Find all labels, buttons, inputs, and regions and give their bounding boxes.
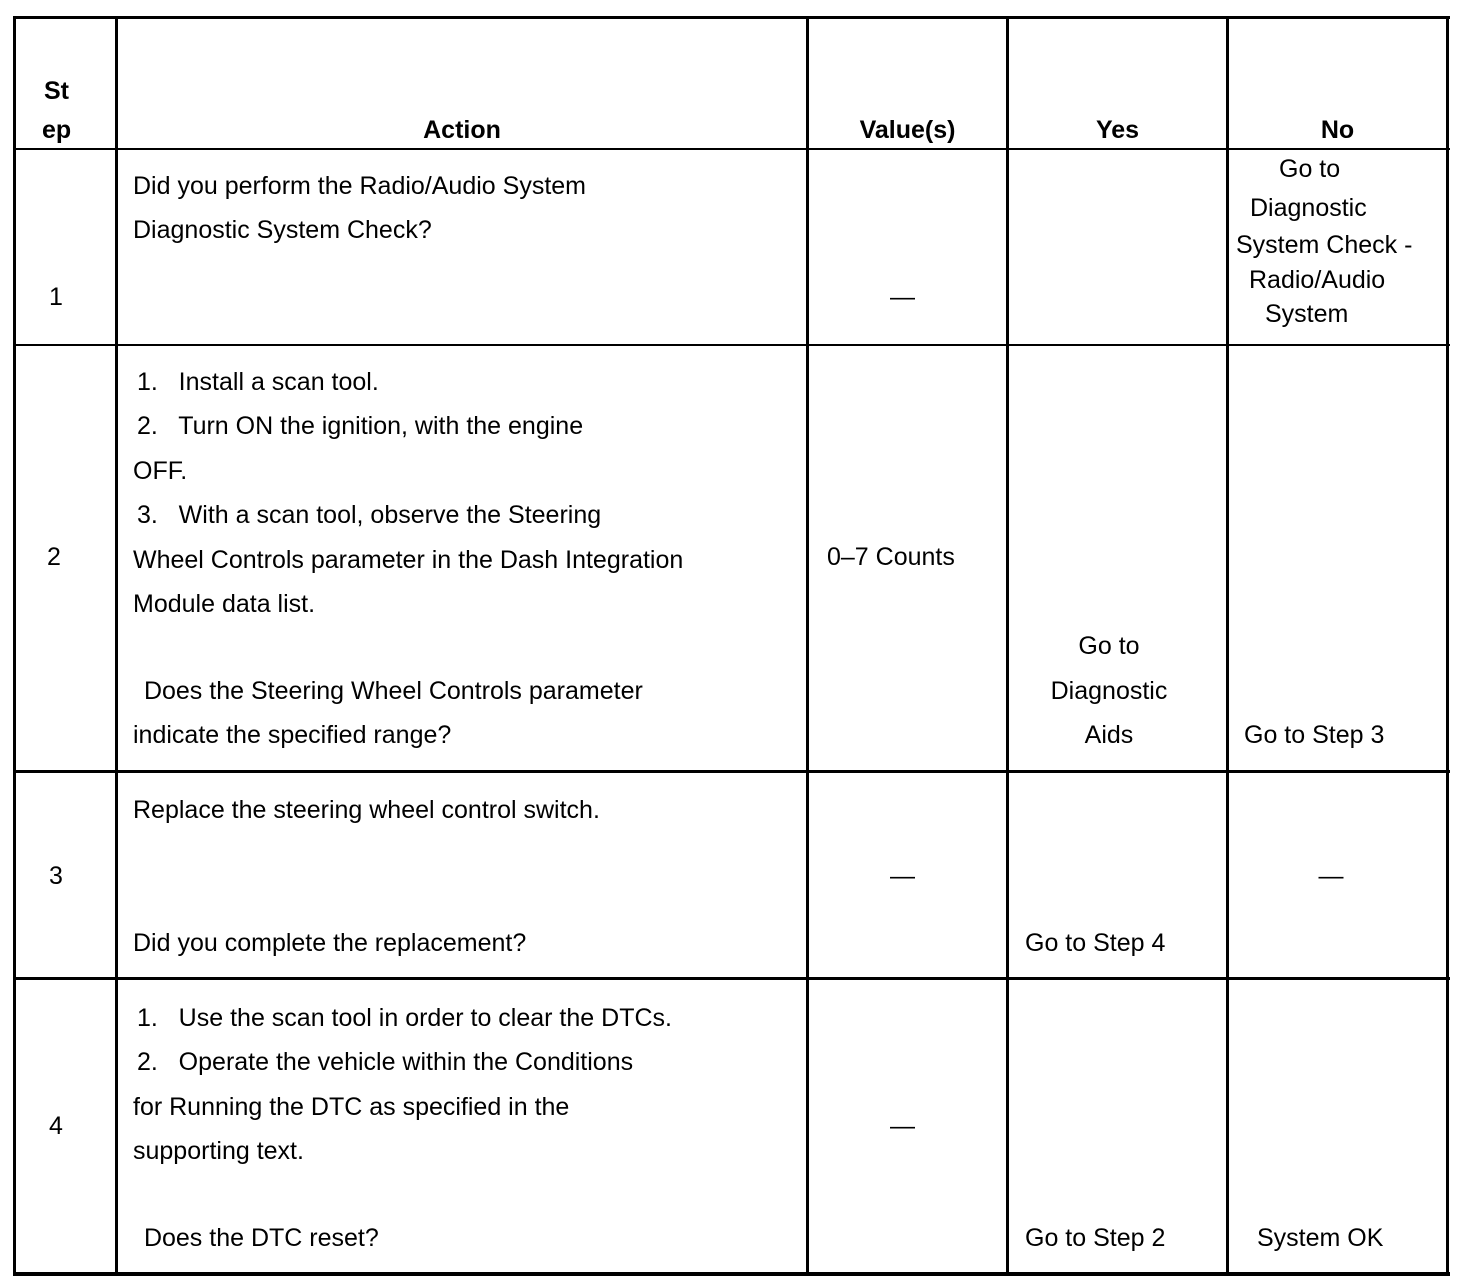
header-action: Action (423, 116, 501, 144)
header-step-line2: ep (42, 116, 72, 144)
table-border-left (13, 16, 16, 1276)
row4-value: — (890, 1112, 915, 1140)
row3-step: 3 (49, 862, 63, 890)
header-yes: Yes (1095, 116, 1140, 144)
row2-action-line: 2. Turn ON the ignition, with the engine (137, 412, 584, 440)
row2-action-line: 1. Install a scan tool. (137, 368, 379, 396)
row-divider-1 (13, 344, 1450, 346)
row4-action-line: 1. Use the scan tool in order to clear the DTCs. (137, 1004, 672, 1032)
header-no: No (1320, 116, 1355, 144)
row4-action-line: supporting text. (133, 1137, 304, 1165)
row3-action-line: Did you complete the replacement? (133, 929, 527, 957)
column-divider-action (806, 16, 809, 1276)
row2-action-line: 3. With a scan tool, observe the Steering (137, 501, 602, 529)
row2-no: Go to Step 3 (1244, 721, 1385, 749)
table-border-right (1446, 16, 1449, 1276)
header-values: Value(s) (859, 116, 956, 144)
row2-step: 2 (47, 543, 61, 571)
row2-yes-line: Diagnostic (1050, 677, 1168, 705)
row-divider-3 (13, 977, 1450, 980)
row4-no: System OK (1257, 1224, 1384, 1252)
column-divider-step (115, 16, 118, 1276)
row3-value: — (890, 862, 915, 890)
row2-yes-line: Go to (1078, 632, 1140, 660)
row2-value: 0–7 Counts (827, 543, 955, 571)
row1-action-line: Diagnostic System Check? (133, 216, 432, 244)
row1-no-line: Go to (1279, 155, 1341, 183)
row1-no-line: Radio/Audio (1249, 266, 1386, 294)
header-step-line1: St (44, 77, 69, 105)
row1-no-line: System Check - (1236, 231, 1413, 259)
row4-step: 4 (49, 1112, 63, 1140)
row2-yes-line: Aids (1084, 721, 1134, 749)
header-divider (13, 148, 1450, 150)
table-border-top (13, 16, 1450, 19)
row1-action-line: Did you perform the Radio/Audio System (133, 172, 586, 200)
row4-yes: Go to Step 2 (1025, 1224, 1166, 1252)
row3-yes: Go to Step 4 (1025, 929, 1166, 957)
table-border-bottom (13, 1272, 1450, 1276)
row4-action-line: Does the DTC reset? (137, 1224, 379, 1252)
row4-action-line: for Running the DTC as specified in the (133, 1093, 570, 1121)
row-divider-2 (13, 770, 1450, 773)
row2-action-line: OFF. (133, 457, 188, 485)
row1-value: — (890, 283, 915, 311)
row1-no-line: Diagnostic (1250, 194, 1367, 222)
row1-no-line: System (1265, 300, 1349, 328)
row3-action-line: Replace the steering wheel control switch. (133, 796, 600, 824)
row2-action-line: Wheel Controls parameter in the Dash Integration (133, 546, 684, 574)
row2-action-line: indicate the specified range? (133, 721, 452, 749)
row3-no: — (1318, 862, 1344, 890)
row4-action-line: 2. Operate the vehicle within the Conditions (137, 1048, 634, 1076)
column-divider-yes (1226, 16, 1229, 1276)
row2-action-line: Does the Steering Wheel Controls parameter (137, 677, 643, 705)
row2-action-line: Module data list. (133, 590, 316, 618)
row1-step: 1 (49, 283, 63, 311)
